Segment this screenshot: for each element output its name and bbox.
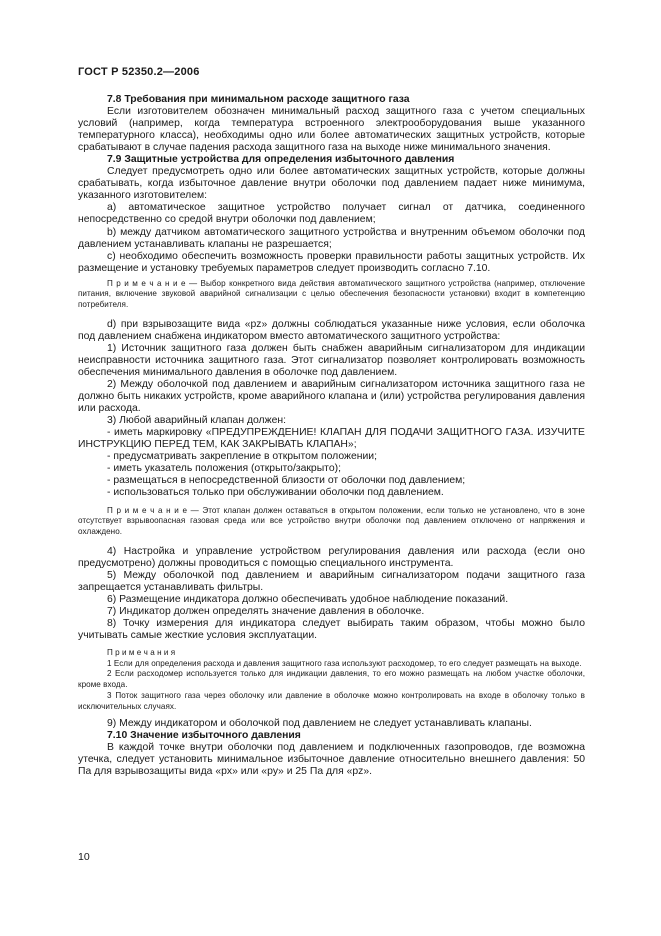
list-item: 5) Между оболочкой под давлением и аварийным сигнализатором подачи защитного газа запрещается устанавливать фильтры. bbox=[78, 569, 585, 593]
list-item: b) между датчиком автоматического защитного устройства и внутренним объемом оболочки под давлением устанавливать клапаны не разрешается; bbox=[78, 226, 585, 250]
list-item: 4) Настройка и управление устройством регулирования давления или расхода (если оно предусмотрено) должны проводиться с помощью специального инструмента. bbox=[78, 545, 585, 569]
list-item: - иметь маркировку «ПРЕДУПРЕЖДЕНИЕ! КЛАПАН ДЛЯ ПОДАЧИ ЗАЩИТНОГО ГАЗА. ИЗУЧИТЕ ИНСТРУКЦИЮ ПЕРЕД ТЕМ, КАК ЗАКРЫВАТЬ КЛАПАН»; bbox=[78, 427, 585, 451]
list-item: - предусматривать закрепление в открытом положении; bbox=[107, 451, 377, 463]
list-item: 7) Индикатор должен определять значение давления в оболочке. bbox=[107, 605, 425, 617]
list-item: - размещаться в непосредственной близости от оболочки под давлением; bbox=[107, 475, 466, 487]
document-header: ГОСТ Р 52350.2—2006 bbox=[78, 66, 200, 78]
list-item: 2) Между оболочкой под давлением и аварийным сигнализатором источника защитного газа не должно быть никаких устройств, кроме аварийного клапана и (или) устройства регулирования давления или расхода. bbox=[78, 379, 585, 415]
section-heading-7-10: 7.10 Значение избыточного давления bbox=[107, 730, 301, 742]
section-heading-7-8: 7.8 Требования при минимальном расходе защитного газа bbox=[107, 94, 410, 105]
list-item: 6) Размещение индикатора должно обеспечивать удобное наблюдение показаний. bbox=[107, 593, 509, 605]
document-body bbox=[78, 94, 585, 778]
paragraph: Если изготовителем обозначен минимальный расход защитного газа с учетом специальных условий (например, когда температура встроенного электрооборудования выше указанного температурного класса), необходимы одно или более автоматических защитных устройств, которые срабатывают в случае падения расхода защитного газа на выходе ниже минимального значения. bbox=[78, 106, 585, 154]
list-item: 3) Любой аварийный клапан должен: bbox=[107, 415, 286, 427]
note: П р и м е ч а н и е — Выбор конкретного вида действия автоматического защитного устройства (например, отключение питания, включение звуковой аварийной сигнализации с целью обеспечения безопасности установки) входит в компетенцию потребителя. bbox=[78, 278, 585, 310]
note-item: 1 Если для определения расхода и давления защитного газа используют расходомер, то его следует размещать на выходе. bbox=[107, 658, 582, 668]
note: П р и м е ч а н и е — Этот клапан должен оставаться в открытом положении, если только не установлено, что в зоне отсутствует взрывоопасная газовая среда или все устройство внутри оболочки под давлением отключено от напряжения и охлаждено. bbox=[78, 505, 585, 536]
list-item: d) при взрывозащите вида «pz» должны соблюдаться указанные ниже условия, если оболочка под давлением снабжена индикатором вместо автоматического защитного устройства: bbox=[78, 318, 585, 342]
section-heading-7-9: 7.9 Защитные устройства для определения избыточного давления bbox=[107, 154, 455, 166]
paragraph: В каждой точке внутри оболочки под давлением и подключенных газопроводов, где возможна утечка, следует установить минимальное избыточное давление относительно внешнего давления: 50 Па для взрывозащиты вида «px» или «py» и 25 Па для «pz». bbox=[78, 742, 585, 778]
list-item: a) автоматическое защитное устройство получает сигнал от датчика, соединенного непосредственно со средой внутри оболочки под давлением; bbox=[78, 202, 585, 226]
page-number: 10 bbox=[78, 851, 90, 863]
list-item: 9) Между индикатором и оболочкой под давлением не следует устанавливать клапаны. bbox=[107, 718, 532, 730]
list-item: 8) Точку измерения для индикатора следует выбирать таким образом, чтобы можно было учитывать самые жесткие условия эксплуатации. bbox=[78, 617, 585, 641]
note-item: 2 Если расходомер используется только для индикации давления, то его можно размещать на любом участке оболочки, кроме входа. bbox=[78, 669, 585, 690]
list-item: 1) Источник защитного газа должен быть снабжен аварийным сигнализатором для индикации неисправности источника защитного газа. Этот сигнализатор позволяет контролировать возможность обеспечения минимального давления в оболочке под давлением. bbox=[78, 342, 585, 378]
note-item: 3 Поток защитного газа через оболочку или давление в оболочке можно контролировать на входе в оболочку только в исключительных случаях. bbox=[78, 690, 585, 711]
list-item: - использоваться только при обслуживании оболочки под давлением. bbox=[107, 487, 444, 499]
notes-heading: П р и м е ч а н и я bbox=[107, 648, 176, 657]
list-item: - иметь указатель положения (открыто/закрыто); bbox=[107, 463, 341, 475]
paragraph: Следует предусмотреть одно или более автоматических защитных устройств, которые должны срабатывать, когда избыточное давление внутри оболочки под давлением падает ниже минимума, указанного изготовителем: bbox=[78, 166, 585, 202]
list-item: c) необходимо обеспечить возможность проверки правильности работы защитных устройств. Их размещение и установку требуемых параметров следует производить согласно 7.10. bbox=[78, 250, 585, 274]
